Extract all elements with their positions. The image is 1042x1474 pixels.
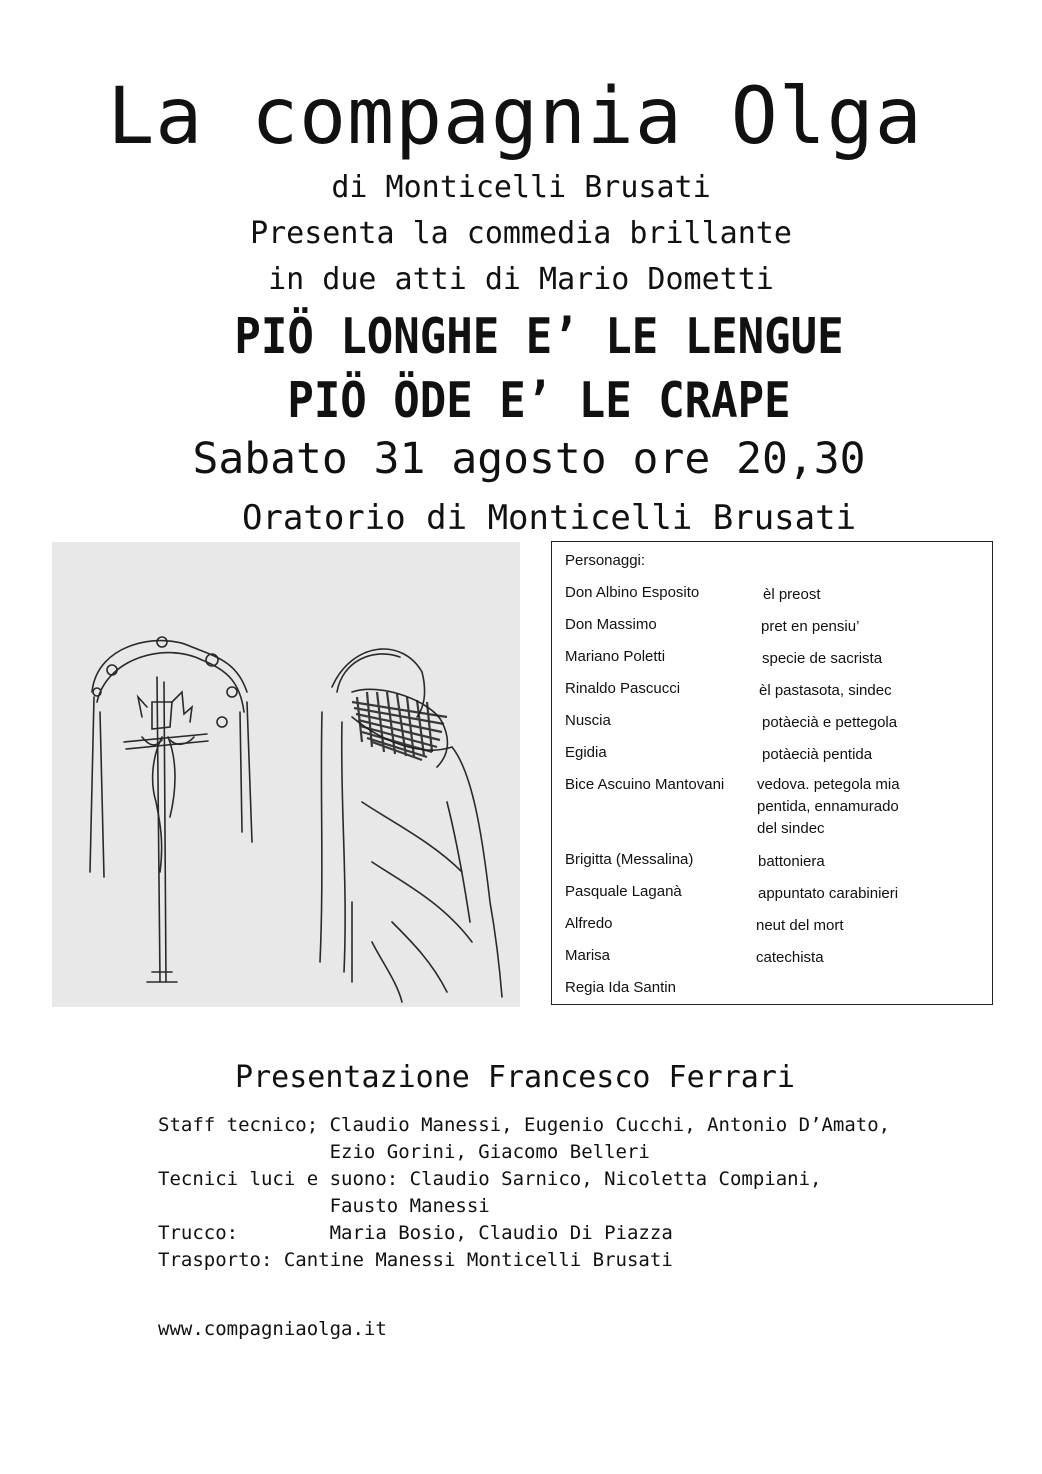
cast-list-box: [551, 541, 993, 1005]
presenter-line: Presentazione Francesco Ferrari: [235, 1060, 795, 1095]
cast-role-line: vedova. petegola mia: [757, 776, 900, 793]
cast-role: potàecià e pettegola: [762, 714, 898, 731]
cast-role: battoniera: [758, 853, 825, 870]
website-link[interactable]: www.compagniaolga.it: [158, 1318, 387, 1340]
staff-line: Trasporto: Cantine Manessi Monticelli Brusati: [158, 1249, 673, 1271]
cast-name: Bice Ascuino Mantovani: [565, 776, 725, 793]
cast-name: Alfredo: [565, 915, 613, 932]
cast-role: neut del mort: [756, 917, 844, 934]
cast-role: catechista: [756, 949, 824, 966]
sketch-illustration: [52, 542, 520, 1007]
cast-name: Brigitta (Messalina): [565, 851, 694, 868]
company-title: La compagnia Olga: [107, 72, 923, 162]
cast-role: appuntato carabinieri: [758, 885, 899, 902]
play-title-line: PIÖ LONGHE E’ LE LENGUE: [234, 308, 844, 366]
cast-name: Regia Ida Santin: [565, 979, 676, 996]
cast-role: èl preost: [763, 586, 821, 603]
cast-name: Don Albino Esposito: [565, 584, 700, 601]
cast-name: Mariano Poletti: [565, 648, 666, 665]
cast-role-multiline: [757, 774, 900, 840]
event-date-time: Sabato 31 agosto ore 20,30: [192, 434, 866, 484]
cast-name: Rinaldo Pascucci: [565, 680, 681, 697]
staff-line: Tecnici luci e suono: Claudio Sarnico, Nicoletta Compiani,: [158, 1168, 822, 1190]
cast-role-line: pentida, ennamurado: [757, 798, 899, 815]
subtitle-line: Presenta la commedia brillante: [250, 216, 792, 251]
event-venue: Oratorio di Monticelli Brusati: [241, 498, 857, 538]
staff-line: Fausto Manessi: [158, 1195, 490, 1217]
pencil-sketch-icon: [52, 542, 520, 1007]
cast-name: Don Massimo: [565, 616, 657, 633]
cast-name: Egidia: [565, 744, 607, 761]
cast-name: Pasquale Laganà: [565, 883, 682, 900]
play-title-line: PIÖ ÖDE E’ LE CRAPE: [287, 372, 791, 430]
cast-role: èl pastasota, sindec: [759, 682, 892, 699]
staff-line: Staff tecnico; Claudio Manessi, Eugenio Cucchi, Antonio D’Amato,: [158, 1114, 891, 1136]
subtitle-line: di Monticelli Brusati: [331, 170, 711, 205]
cast-role: potàecià pentida: [762, 746, 873, 763]
cast-role-line: del sindec: [757, 820, 825, 837]
cast-role: pret en pensiu’: [761, 618, 860, 635]
cast-name: Nuscia: [565, 712, 611, 729]
cast-role: specie de sacrista: [762, 650, 883, 667]
staff-line: Ezio Gorini, Giacomo Belleri: [158, 1141, 650, 1163]
subtitle-line: in due atti di Mario Dometti: [268, 262, 774, 297]
cast-name: Marisa: [565, 947, 611, 964]
staff-line: Trucco: Maria Bosio, Claudio Di Piazza: [158, 1222, 673, 1244]
cast-heading: Personaggi:: [565, 552, 646, 569]
